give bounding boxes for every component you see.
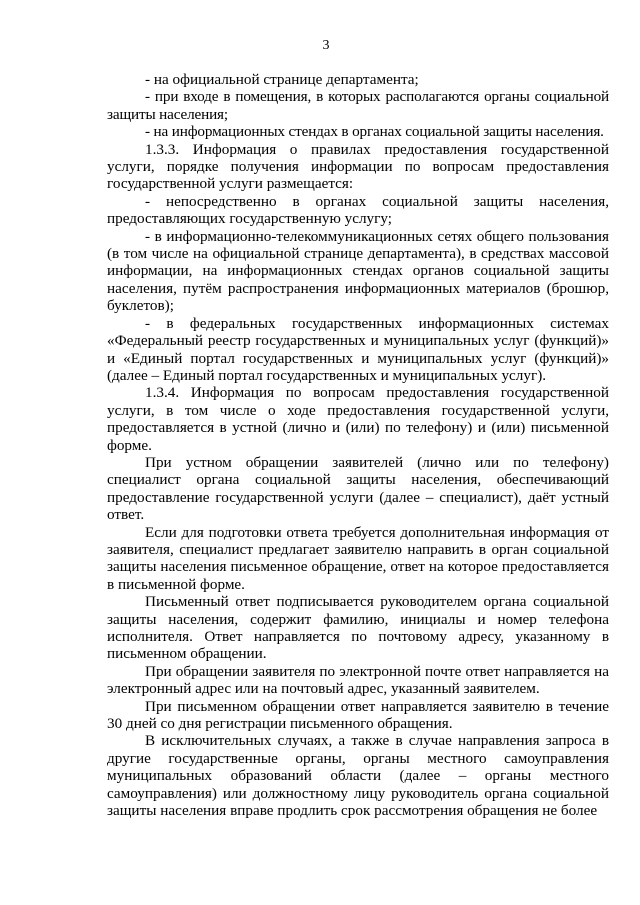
page-number: 3 bbox=[322, 38, 330, 53]
paragraph-6: - в информационно-телекоммуникационных сетях общего пользования (в том числе на официальной странице департамента), в средствах массовой информации, на информационных стендах органов социальной защиты населения, путём распространения информационных материалов (брошюр, буклетов); bbox=[107, 227, 609, 315]
paragraph-14: В исключительных случаях, а также в случае направления запроса в другие государственные органы, органы местного самоуправления муниципальных образований области (далее – органы местного самоуправления) или должностному лицу руководитель органа социальной защиты населения вправе продлить срок рассмотрения обращения не более bbox=[107, 732, 609, 820]
paragraph-11: Письменный ответ подписывается руководителем органа социальной защиты населения, содержит фамилию, инициалы и номер телефона исполнителя. Ответ направляется по почтовому адресу, указанному в письменном обращении. bbox=[107, 593, 609, 663]
paragraph-5: - непосредственно в органах социальной защиты населения, предоставляющих государственную услугу; bbox=[107, 192, 609, 228]
paragraph-12: При обращении заявителя по электронной почте ответ направляется на электронный адрес или на почтовый адрес, указанный заявителем. bbox=[107, 662, 609, 698]
paragraph-2: - при входе в помещения, в которых располагаются органы социальной защиты населения; bbox=[107, 88, 609, 123]
paragraph-9: При устном обращении заявителей (лично или по телефону) специалист органа социальной защиты населения, обеспечивающий предоставление государственной услуги (далее – специалист), даёт устный ответ. bbox=[107, 453, 609, 524]
paragraph-1: - на официальной странице департамента; bbox=[145, 71, 419, 88]
document-body bbox=[107, 71, 609, 819]
paragraph-13: При письменном обращении ответ направляется заявителю в течение 30 дней со дня регистрации письменного обращения. bbox=[107, 697, 609, 733]
paragraph-4: 1.3.3. Информация о правилах предоставления государственной услуги, порядке получения информации по вопросам предоставления государственной услуги размещается: bbox=[107, 140, 609, 193]
paragraph-10: Если для подготовки ответа требуется дополнительная информация от заявителя, специалист предлагает заявителю направить в орган социальной защиты населения письменное обращение, ответ на которое предоставляется в письменной форме. bbox=[107, 523, 609, 593]
paragraph-8: 1.3.4. Информация по вопросам предоставления государственной услуги, в том числе о ходе предоставления государственной услуги, предоставляется в устной (лично и (или) по телефону) и (или) письменной форме. bbox=[107, 384, 609, 454]
paragraph-3: - на информационных стендах в органах социальной защиты населения. bbox=[145, 123, 604, 141]
paragraph-7: - в федеральных государственных информационных системах «Федеральный реестр государственных и муниципальных услуг (функций)» и «Единый портал государственных и муниципальных услуг (функций)» (далее – Единый портал государственных и муниципальных услуг). bbox=[107, 314, 609, 384]
